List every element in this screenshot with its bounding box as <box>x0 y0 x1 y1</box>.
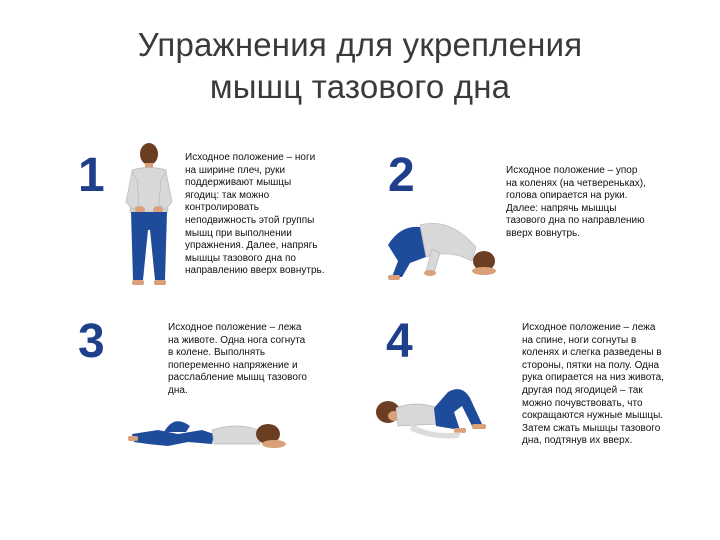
description-line: упражнения. Далее, напрягь <box>185 240 318 252</box>
description-line: Исходное положение – лежа <box>522 322 656 333</box>
description-line: на коленях (на четвереньках), <box>506 177 646 189</box>
page-title <box>80 24 640 108</box>
exercise-2-description <box>506 165 646 241</box>
description-line: дна. <box>168 384 188 396</box>
description-line: на спине, ноги согнуты в <box>522 334 637 346</box>
description-line: мышц при выполнении <box>185 227 292 239</box>
description-line: дна, подтянув их вверх. <box>522 435 633 447</box>
description-line: стороны, пятки на полу. Одна <box>522 359 660 371</box>
exercise-3-description <box>168 322 307 398</box>
exercise-1-figure <box>120 140 178 295</box>
exercise-1-number: 1 <box>78 149 105 202</box>
description-line: контролировать <box>185 202 259 214</box>
description-line: вверх вовнутрь. <box>506 227 581 239</box>
page-title-line-1: Упражнения для укрепления <box>137 26 583 63</box>
exercise-3-number: 3 <box>78 315 105 368</box>
exercise-4-number: 4 <box>386 315 413 368</box>
description-line: другая под ягодицей – так <box>522 384 643 396</box>
prone-woman-illustration <box>128 404 288 454</box>
exercise-2-figure <box>380 205 500 290</box>
description-line: направлению вверх вовнутрь. <box>185 265 325 277</box>
kneeling-woman-illustration <box>380 205 500 285</box>
description-line: Далее: напрячь мышцы <box>506 202 617 214</box>
description-line: сокращаются нужные мышцы. <box>522 410 664 422</box>
description-line: голова опирается на руки. <box>506 190 628 202</box>
exercise-4-description <box>522 322 664 448</box>
description-line: мышцы тазового дна по <box>185 252 296 264</box>
description-line: Затем сжать мышцы тазового <box>522 422 661 434</box>
standing-woman-illustration <box>120 140 178 290</box>
description-line: на животе. Одна нога согнута <box>168 334 306 346</box>
description-line: поддерживают мышцы <box>185 177 292 189</box>
exercise-3-figure <box>128 404 288 459</box>
description-line: в колене. Выполнять <box>168 347 266 359</box>
description-line: Исходное положение – лежа <box>168 322 302 333</box>
description-line: рука опирается на низ живота, <box>522 372 664 384</box>
description-line: на ширине плеч, руки <box>185 164 286 176</box>
description-line: коленях и слегка разведены в <box>522 347 662 359</box>
description-line: ягодиц: так можно <box>185 189 270 201</box>
supine-woman-illustration <box>372 378 504 448</box>
description-line: можно почувствовать, что <box>522 397 643 409</box>
exercise-2-number: 2 <box>388 149 415 202</box>
description-line: попеременно напряжение и <box>168 359 298 371</box>
exercise-4-figure <box>372 378 504 453</box>
description-line: Исходное положение – ноги <box>185 152 316 163</box>
description-line: расслабление мышц тазового <box>168 372 307 384</box>
exercise-1-description <box>185 152 325 278</box>
description-line: Исходное положение – упор <box>506 165 638 176</box>
description-line: неподвижность этой группы <box>185 214 315 226</box>
page-title-line-2: мышц тазового дна <box>209 68 511 105</box>
description-line: тазового дна по направлению <box>506 215 645 227</box>
